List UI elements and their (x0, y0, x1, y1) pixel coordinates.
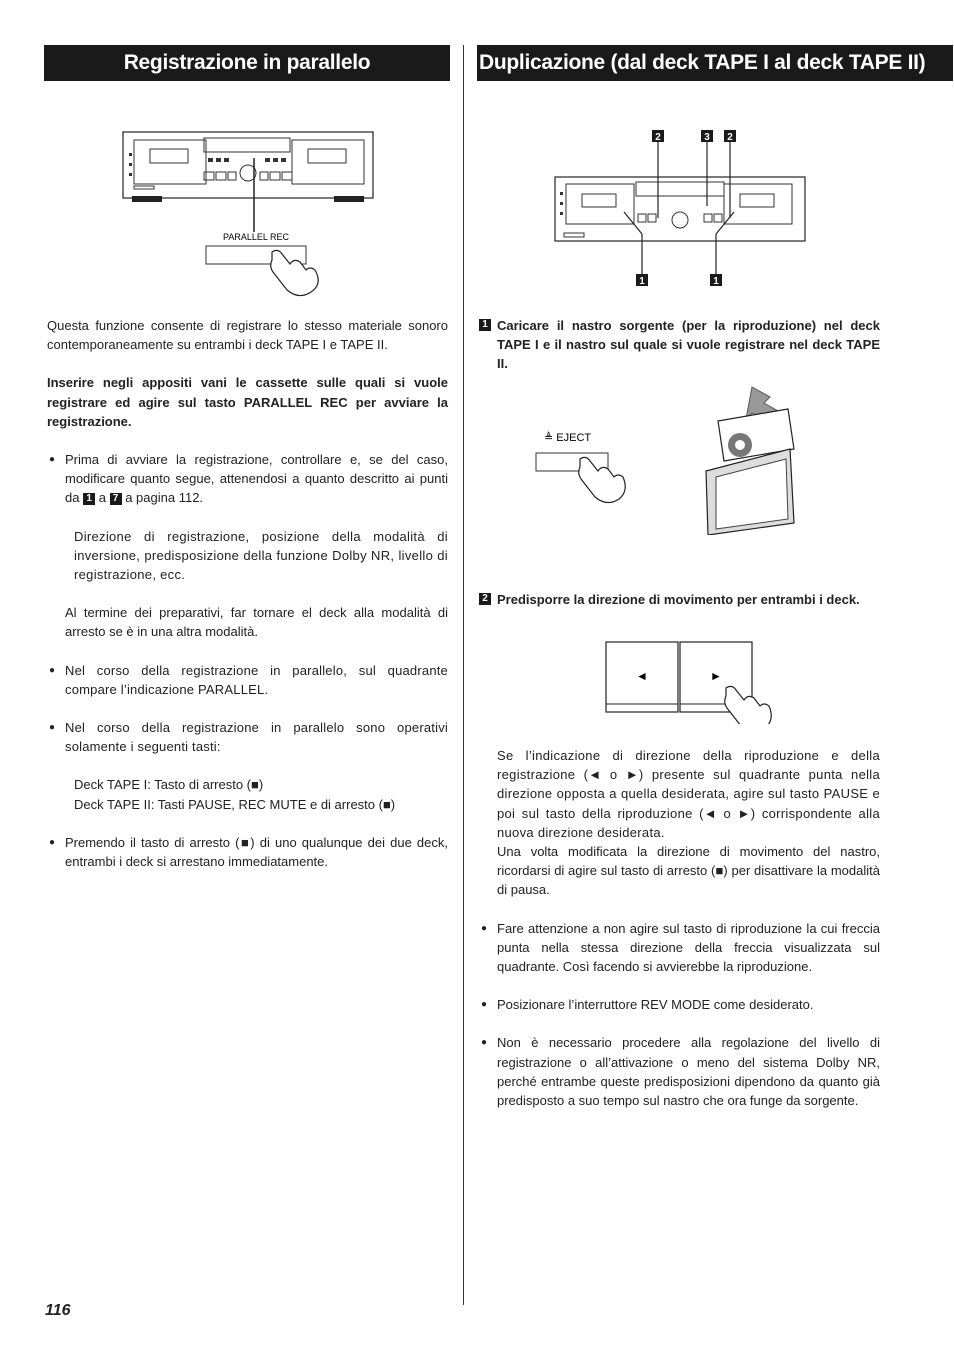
keys-tape2: Deck TAPE II: Tasti PAUSE, REC MUTE e di arresto (■) (74, 796, 396, 812)
callout-1: 1 (639, 276, 645, 287)
direction-buttons-illustration (604, 640, 776, 724)
step-badge: 1 (479, 319, 491, 331)
right-column-notes (479, 746, 880, 1110)
step1: 1 Caricare il nastro sorgente (per la riproduzione) nel deck TAPE I e il nastro sul quale si vuole registrare nel deck TAPE II. (479, 316, 880, 374)
bullet-no-adjust: ● Non è necessario procedere alla regolazione del livello di registrazione o all’attivazione o meno del sistema Dolby NR, perché entrambe queste predisposizioni dipendono da quanto già predisposto a suo tempo sul nastro che ora funge da sorgente. (479, 1033, 880, 1110)
right-section-title: Duplicazione (dal deck TAPE I al deck TAPE II) (477, 45, 953, 81)
left-column (47, 316, 448, 871)
reverse-play-button: ◄ (636, 669, 648, 683)
step-badge: 1 (83, 493, 95, 505)
right-step1 (479, 316, 880, 374)
callout-2: 2 (655, 132, 661, 143)
callout-1: 1 (713, 276, 719, 287)
return-to-stop-text: Al termine dei preparativi, far tornare el deck alla modalità di arresto se è in una altra modalità. (65, 605, 448, 640)
parallel-rec-label: PARALLEL REC (222, 232, 290, 242)
eject-label: ≜ EJECT (544, 432, 592, 444)
pause-note: Una volta modificata la direzione di movimento del nastro, ricordarsi di agire sul tasto di arresto (■) per disattivare la modalità di pausa. (497, 844, 880, 898)
bullet-rev-mode: ● Posizionare l’interruttore REV MODE come desiderato. (479, 995, 880, 1014)
callout-3: 3 (704, 132, 710, 143)
forward-play-button: ► (710, 669, 722, 683)
deck-dubbing-illustration (552, 126, 808, 290)
keys-tape1: Deck TAPE I: Tasto di arresto (■) (74, 777, 264, 793)
column-divider (463, 45, 464, 1305)
bullet-operative-keys: ● Nel corso della registrazione in parallelo sono operativi solamente i seguenti tasti: (47, 718, 448, 756)
bullet-check-settings: ● Prima di avviare la registrazione, controllare e, se del caso, modificare quanto segue, attenendosi a quanto descritto ai punti da 1 a 7 a pagina 112. (47, 450, 448, 508)
direction-note: Se l’indicazione di direzione della riproduzione e della registrazione (◄ o ►) presente sul quadrante punta nella direzione opposta a quella desiderata, agire sul tasto PAUSE e poi sul tasto della riproduzione (◄ o ►) corrispondente alla nuova direzione desiderata. (497, 748, 880, 840)
bullet-play-warning: ● Fare attenzione a non agire sul tasto di riproduzione la cui freccia punta nella stessa direzione della freccia visualizzata sul quadrante. Così facendo si avvierebbe la riproduzione. (479, 919, 880, 977)
bullet-stop-both: ● Premendo il tasto di arresto (■) di uno qualunque dei due deck, entrambi i deck si arrestano immediatamente. (47, 833, 448, 871)
step-badge: 7 (110, 493, 122, 505)
step-badge: 2 (479, 593, 491, 605)
page-number: 116 (45, 1302, 71, 1319)
eject-illustration (530, 385, 820, 535)
settings-list: Direzione di registrazione, posizione della modalità di inversione, predisposizione della funzione Dolby NR, livello di registrazione, ecc. (74, 528, 448, 583)
operative-keys-list (47, 775, 448, 813)
intro-text: Questa funzione consente di registrare lo stesso materiale sonoro contemporaneamente su entrambi i deck TAPE I e TAPE II. (47, 318, 448, 353)
step2: 2 Predisporre la direzione di movimento per entrambi i deck. (479, 590, 880, 609)
left-section-title: Registrazione in parallelo (44, 45, 450, 81)
instruction-text: Inserire negli appositi vani le cassette sulle quali si vuole registrare ed agire sul tasto PARALLEL REC per avviare la registrazione. (47, 375, 448, 429)
deck-parallel-rec-illustration (120, 128, 380, 298)
bullet-parallel-indicator: ● Nel corso della registrazione in parallelo, sul quadrante compare l’indicazione PARALLEL. (47, 661, 448, 699)
right-step2 (479, 590, 880, 609)
callout-2: 2 (727, 132, 733, 143)
